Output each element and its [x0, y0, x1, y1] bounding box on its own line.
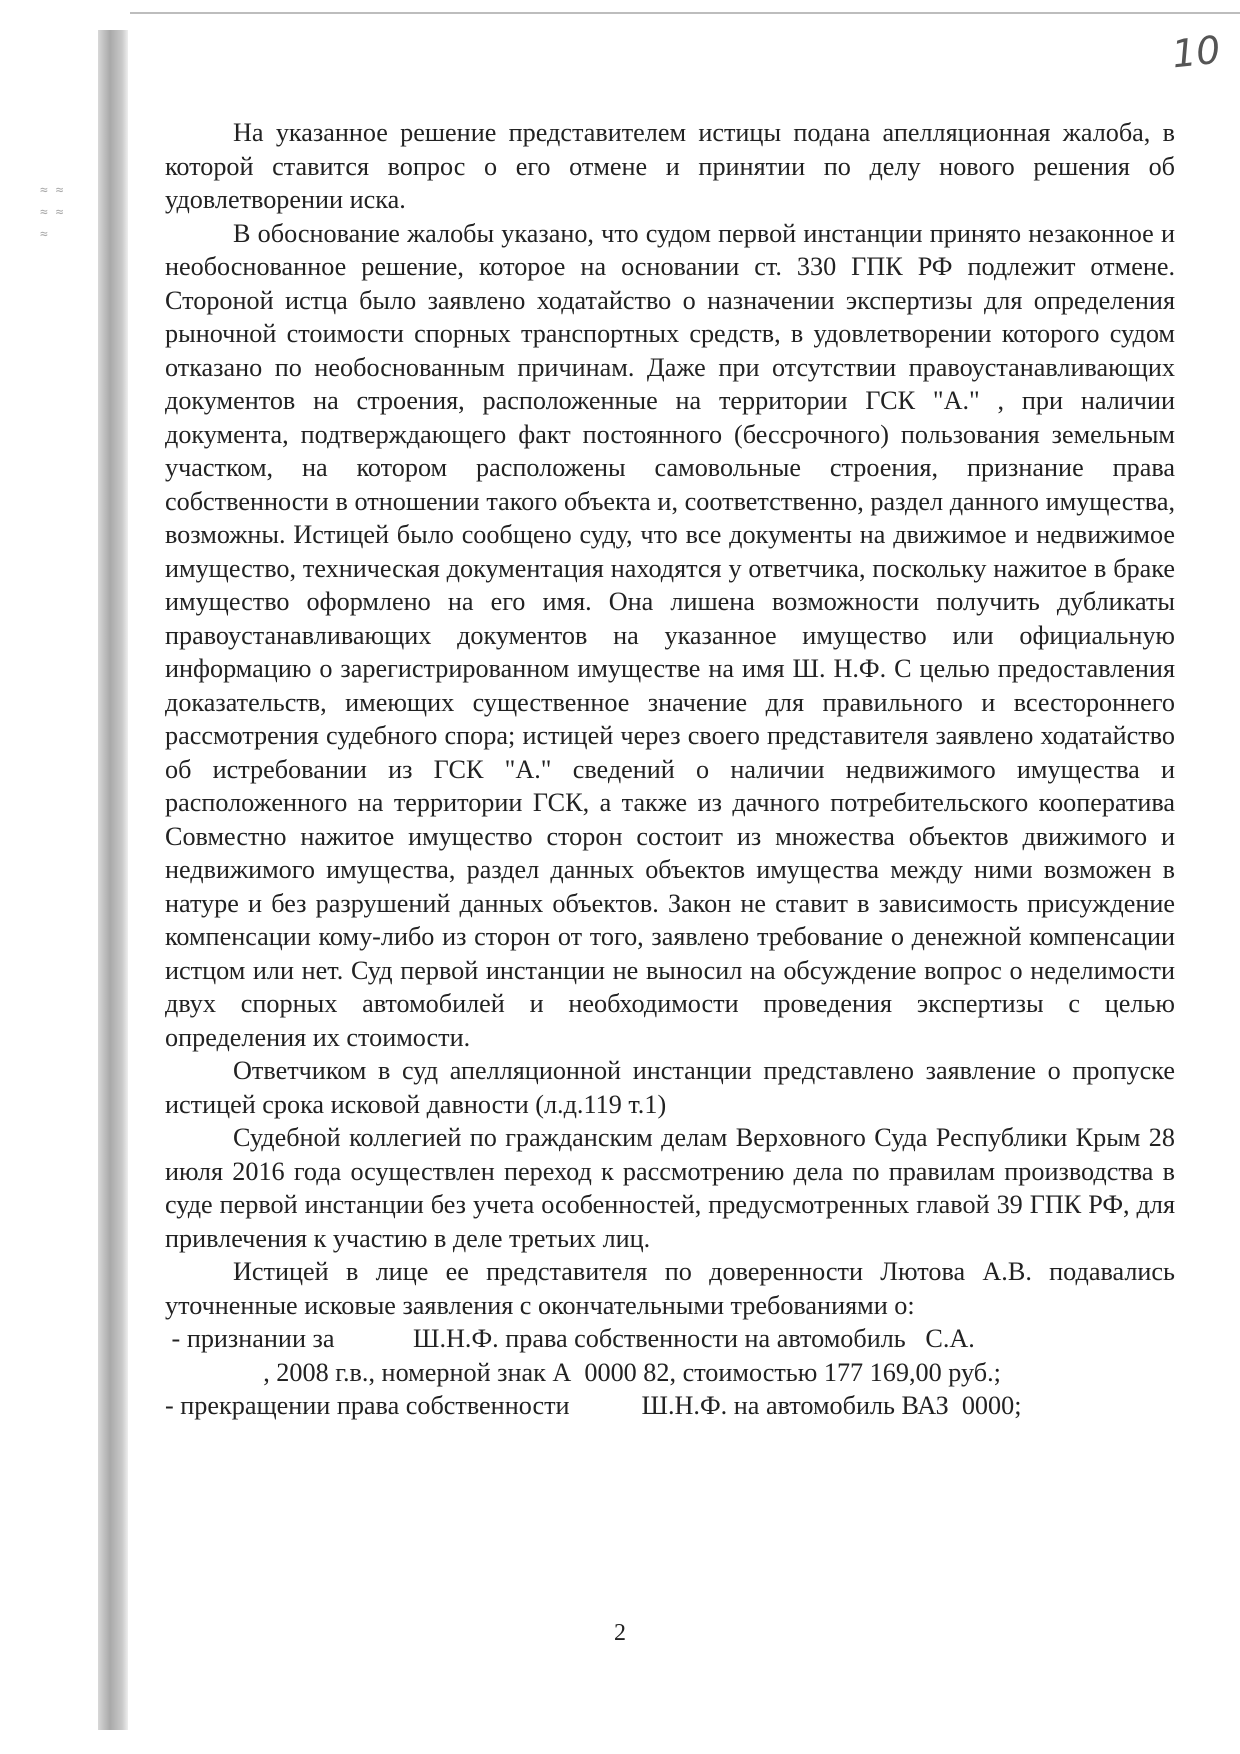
handwritten-page-mark: 10: [1169, 27, 1223, 77]
claim-item: - признании за Ш.Н.Ф. права собственности на автомобиль С.А.: [165, 1324, 975, 1353]
page-number: 2: [614, 1620, 626, 1646]
paragraph-appeal-grounds: В обоснование жалобы указано, что судом первой инстанции принято незаконное и необоснованное решение, которое на основании ст. 330 ГПК РФ подлежит отмене. Стороной истца было заявлено ходатайство о назначении экспертизы для определения рыночной стоимости спорных транспортных средств, в удовлетворении которого судом отказано по необоснованным причинам. Даже при отсутствии правоустанавливающих документов на строения, расположенные на территории ГСК "А." , при наличии документа, подтверждающего факт постоянного (бессрочного) пользования земельным участком, на котором расположены самовольные строения, признание права собственности в отношении такого объекта и, соответственно, раздел данного имущества, возможны. Истицей было сообщено суду, что все документы на движимое и недвижимое имущество, техническая документация находятся у ответчика, поскольку нажитое в браке имущество оформлено на его имя. Она лишена возможности получить дубликаты правоустанавливающих документов на указанное имущество или официальную информацию о зарегистрированном имуществе на имя Ш. Н.Ф. С целью предоставления доказательств, имеющих существенное значение для правильного и всестороннего рассмотрения судебного спора; истицей через своего представителя заявлено ходатайство об истребовании из ГСК "А." сведений о наличии недвижимого имущества и расположенного на территории ГСК, а также из дачного потребительского кооператива Совместно нажитое имущество сторон состоит из множества объектов движимого и недвижимого имущества, раздел данных объектов имущества между ними возможен в натуре и без разрушений данных объектов. Закон не ставит в зависимость присуждение компенсации кому-либо из сторон от того, заявлено требование о денежной компенсации истцом или нет. Суд первой инстанции не выносил на обсуждение вопрос о неделимости двух спорных автомобилей и необходимости проведения экспертизы с целью определения их стоимости.: [165, 218, 1175, 1052]
claim-item: , 2008 г.в., номерной знак А 0000 82, стоимостью 177 169,00 руб.;: [165, 1357, 1001, 1387]
paragraph-appeal: На указанное решение представителем истицы подана апелляционная жалоба, в которой ставится вопрос о его отмене и принятии по делу нового решения об удовлетворении иска.: [165, 118, 1175, 214]
paragraph-court-transition: Судебной коллегией по гражданским делам Верховного Суда Республики Крым 28 июля 2016 года осуществлен переход к рассмотрению дела по правилам производства в суде первой инстанции без учета особенностей, предусмотренных главой 39 ГПК РФ, для привлечения к участию в деле третьих лиц.: [165, 1123, 1175, 1253]
paragraph-limitation: Ответчиком в суд апелляционной инстанции представлено заявление о пропуске истицей срока исковой давности (л.д.119 т.1): [165, 1056, 1175, 1119]
margin-marks: ≈ ≈ ≈ ≈ ≈: [40, 183, 64, 242]
scan-binding-shadow: [98, 30, 128, 1730]
claims-list: [165, 1322, 1175, 1423]
document-body: [165, 116, 1175, 1423]
scan-top-edge: [130, 12, 1240, 14]
paragraph-claims-intro: Истицей в лице ее представителя по доверенности Лютова А.В. подавались уточненные исковые заявления с окончательными требованиями о:: [165, 1257, 1175, 1320]
claim-item: - прекращении права собственности Ш.Н.Ф. на автомобиль ВАЗ 0000;: [165, 1391, 1022, 1420]
